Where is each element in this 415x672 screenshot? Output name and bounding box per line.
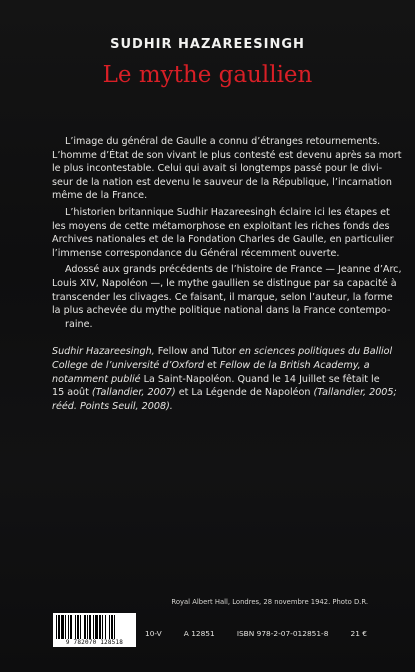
catalog-codes <box>145 629 367 638</box>
blurb-line: l’immense correspondance du Général récemment ouverte. <box>52 247 340 259</box>
barcode-bar <box>111 615 113 639</box>
author-bio <box>52 345 397 413</box>
bio-text: rééd. Points Seuil, 2008). <box>52 400 173 412</box>
price: 21 € <box>350 629 367 638</box>
bio-text: (Tallandier, 2007) <box>91 387 176 399</box>
barcode-bar <box>61 615 64 639</box>
blurb-line: les moyens de cette métamorphose en exploitant les riches fonds des <box>52 220 390 232</box>
blurb-line: L’homme d’État de son vivant le plus contesté est devenu après sa mort <box>52 149 402 161</box>
bio-text: et <box>175 387 192 399</box>
barcode-bar <box>99 615 101 639</box>
bio-text: notamment publié <box>52 373 141 385</box>
barcode <box>53 613 136 647</box>
barcode-bar <box>105 615 106 639</box>
blurb-text <box>52 135 402 413</box>
barcode-bar <box>65 615 66 639</box>
barcode-bar <box>102 615 103 639</box>
book-title: Le mythe gaullien <box>102 62 313 88</box>
bio-text: et <box>203 359 220 371</box>
barcode-bar <box>80 615 81 639</box>
blurb-line: la plus achevée du mythe politique national dans la France contempo- <box>52 305 391 317</box>
bio-text: 15 août <box>52 387 92 399</box>
bio-line <box>52 400 366 414</box>
barcode-bar <box>89 615 91 639</box>
barcode-bar <box>109 615 110 639</box>
bio-text: La Saint-Napoléon. Quand le 14 Juillet se fêtait le <box>140 373 380 385</box>
catalog-code: 10-V <box>145 629 162 638</box>
bio-line <box>52 386 397 400</box>
bio-text: en sciences politiques du Balliol <box>238 346 393 358</box>
bio-text: Sudhir Hazareesingh, <box>52 346 155 358</box>
blurb-line: seur de la nation est devenu le sauveur de la République, l’incarnation <box>52 176 392 188</box>
barcode-number: 9 782070 128518 <box>65 639 124 646</box>
author-name: SUDHIR HAZAREESINGH <box>110 37 305 52</box>
bio-text: La Légende de Napoléon <box>191 387 311 399</box>
bio-text: Fellow de la British Academy, a <box>219 359 370 371</box>
blurb-paragraph <box>52 135 402 203</box>
barcode-bar <box>114 615 115 639</box>
barcode-bar <box>70 615 72 639</box>
barcode-bar <box>58 615 60 639</box>
blurb-line: L’image du général de Gaulle a connu d’étranges retournements. <box>65 136 381 147</box>
blurb-line: raine. <box>65 318 93 330</box>
barcode-bar <box>93 615 94 639</box>
blurb-paragraph <box>52 263 402 331</box>
bio-line <box>52 359 370 373</box>
barcode-bar <box>95 615 98 639</box>
bio-text: (Tallandier, 2005; <box>310 387 397 399</box>
bio-line <box>52 373 380 387</box>
blurb-line: même de la France. <box>52 190 148 202</box>
blurb-line: Louis XIV, Napoléon —, le mythe gaullien se distingue par sa capacité à <box>52 277 397 289</box>
barcode-bar <box>84 615 86 639</box>
blurb-line: transcender les clivages. Ce faisant, il marque, selon l’auteur, la forme <box>52 291 393 303</box>
barcode-bar <box>56 615 57 639</box>
blurb-paragraph <box>52 206 394 260</box>
barcode-bars <box>56 615 133 639</box>
bio-line <box>52 345 393 359</box>
isbn: ISBN 978-2-07-012851-8 <box>236 629 329 638</box>
barcode-bar <box>68 615 69 639</box>
blurb-line: le plus incontestable. Celui qui avait si longtemps passé pour le divi- <box>52 163 383 175</box>
catalog-code: A 12851 <box>183 629 215 638</box>
bio-text: College de l’université d’Oxford <box>52 359 204 371</box>
barcode-bar <box>75 615 76 639</box>
photo-credit: Royal Albert Hall, Londres, 28 novembre 1942. Photo D.R. <box>171 598 368 606</box>
blurb-line: Archives nationales et de la Fondation Charles de Gaulle, en particulier <box>52 234 394 246</box>
barcode-bar <box>87 615 88 639</box>
barcode-bar <box>77 615 79 639</box>
bio-text: Fellow and Tutor <box>154 346 239 358</box>
blurb-line: Adossé aux grands précédents de l’histoire de France — Jeanne d’Arc, <box>65 264 402 276</box>
blurb-line: L’historien britannique Sudhir Hazareesingh éclaire ici les étapes et <box>65 206 390 218</box>
